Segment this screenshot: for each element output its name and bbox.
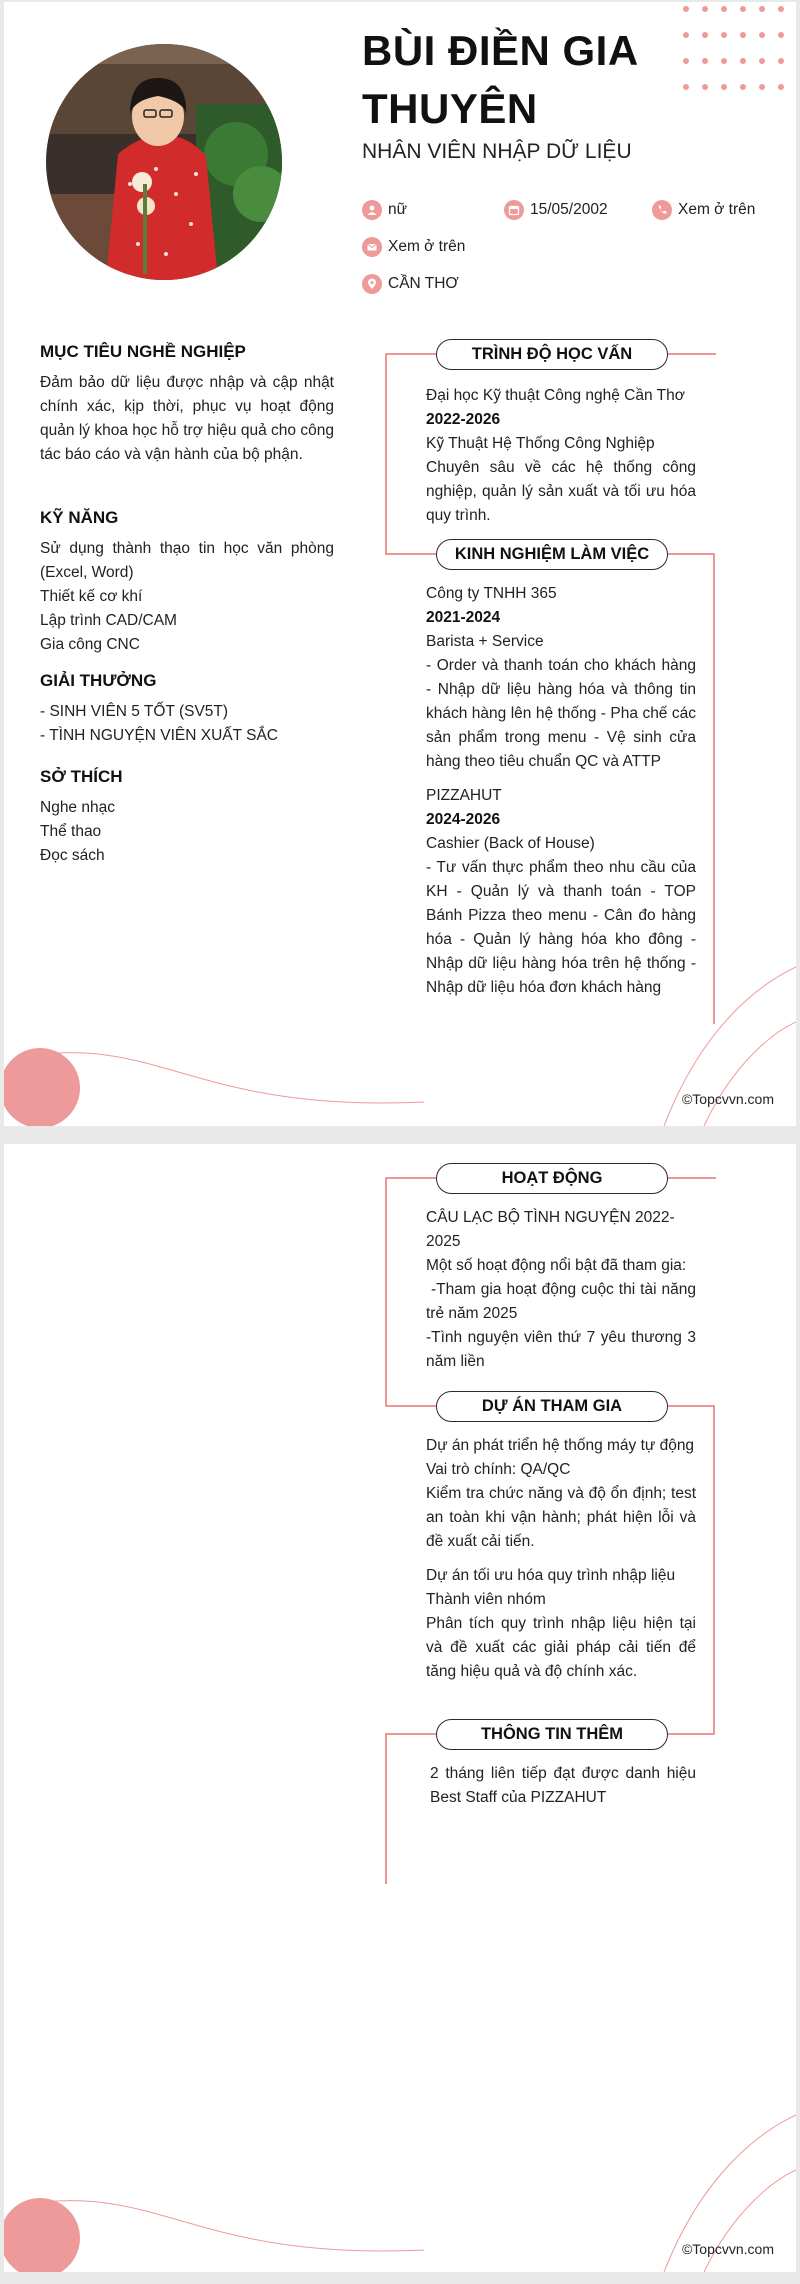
contact-email [362,237,465,257]
gender-value: nữ [388,201,407,218]
contact-birthday [504,200,608,220]
user-icon [362,200,382,220]
project-name: Dự án phát triển hệ thống máy tự động [426,1437,695,1454]
projects-section [426,1434,696,1684]
job-company: Công ty TNHH 365 [426,585,557,602]
birthday-value: 15/05/2002 [530,201,608,218]
job-description: - Tư vấn thực phẩm theo nhu cầu của KH - Quản lý và thanh toán - TOP Bánh Pizza theo menu - Cân đo hàng hóa - Quản lý hàng hóa kho đông - Nhập dữ liệu hàng hóa trên hệ thống - Nhập dữ liệu hóa đơn khách hàng [426,859,696,996]
candidate-name: BÙI ĐIỀN GIA THUYÊN [362,27,638,132]
hobby-item: Thể thao [40,823,102,840]
email-icon [362,237,382,257]
cv-page-2 [4,1144,796,2272]
hobbies-section [40,767,334,868]
experience-section [426,582,696,1000]
more-info-text: 2 tháng liên tiếp đạt được danh hiệu Best Staff của PIZZAHUT [430,1765,696,1806]
awards-title: GIẢI THƯỞNG [40,671,157,690]
job-period: 2021-2024 [426,609,501,626]
objective-title: MỤC TIÊU NGHỀ NGHIỆP [40,342,246,361]
project-role: Thành viên nhóm [426,1591,546,1608]
job-title: NHÂN VIÊN NHẬP DỮ LIỆU [362,140,632,163]
skill-item: Gia công CNC [40,636,140,653]
more-info-title: THÔNG TIN THÊM [436,1719,668,1750]
corner-circle-decoration [4,1048,80,1126]
job-position: Cashier (Back of House) [426,835,595,852]
phone-icon [652,200,672,220]
experience-title: KINH NGHIỆM LÀM VIỆC [436,539,668,570]
phone-value: Xem ở trên [678,201,756,218]
job-description: - Order và thanh toán cho khách hàng - Nhập dữ liệu hàng hóa và thông tin khách hàng lên hệ thống - Pha chế các sản phẩm trong menu - Vệ sinh cửa hàng theo tiêu chuẩn QC và ATTP [426,657,696,770]
project-desc: Phân tích quy trình nhập liệu hiện tại và đề xuất các giải pháp cải tiến để tăng hiệu quả và độ chính xác. [426,1615,696,1680]
location-pin-icon [362,274,382,294]
job-company: PIZZAHUT [426,787,502,804]
education-major: Kỹ Thuật Hệ Thống Công Nghiệp [426,435,655,452]
education-title: TRÌNH ĐỘ HỌC VẤN [436,339,668,370]
activity-item: -Tình nguyện viên thứ 7 yêu thương 3 năm liền [426,1329,696,1370]
activities-title: HOẠT ĐỘNG [436,1163,668,1194]
education-school: Đại học Kỹ thuật Công nghệ Cần Thơ [426,387,685,404]
hobbies-title: SỞ THÍCH [40,767,123,786]
contact-gender [362,200,407,220]
hobby-item: Đọc sách [40,847,105,864]
objective-text: Đảm bảo dữ liệu được nhập và cập nhật chính xác, kịp thời, phục vụ hoạt động quản lý khoa học hỗ trợ hiệu quả cho công tác báo cáo và vận hành của bộ phận. [40,374,334,463]
activity-item: -Tham gia hoạt động cuộc thi tài năng trẻ năm 2025 [426,1281,701,1322]
project-desc: Kiểm tra chức năng và độ ổn định; test an toàn khi vận hành; phát hiện lỗi và đề xuất cải tiến. [426,1485,696,1550]
skills-section [40,508,334,657]
job-position: Barista + Service [426,633,544,650]
contact-phone [652,200,755,220]
calendar-icon [504,200,524,220]
project-name: Dự án tối ưu hóa quy trình nhập liệu [426,1567,676,1584]
skill-item: Lập trình CAD/CAM [40,612,177,629]
objective-section [40,342,334,467]
hobby-item: Nghe nhạc [40,799,115,816]
job-period: 2024-2026 [426,811,501,828]
avatar [46,44,282,280]
award-item: - SINH VIÊN 5 TỐT (SV5T) [40,703,229,720]
more-info-section [430,1762,696,1810]
award-item: - TÌNH NGUYỆN VIÊN XUẤT SẮC [40,727,278,744]
footer-credit: ©Topcvvn.com [681,2241,774,2257]
skill-item: Thiết kế cơ khí [40,588,143,605]
skill-item: Sử dụng thành thạo tin học văn phòng (Excel, Word) [40,540,334,581]
email-value: Xem ở trên [388,238,466,255]
cv-page-1 [4,2,796,1126]
projects-title: DỰ ÁN THAM GIA [436,1391,668,1422]
activities-section [426,1206,701,1374]
activity-intro: Một số hoạt động nổi bật đã tham gia: [426,1257,687,1274]
contact-location [362,274,459,294]
education-desc: Chuyên sâu về các hệ thống công nghiệp, quản lý sản xuất và tối ưu hóa quy trình. [426,459,696,524]
project-role: Vai trò chính: QA/QC [426,1461,571,1478]
education-period: 2022-2026 [426,411,501,428]
footer-credit: ©Topcvvn.com [681,1091,774,1107]
location-value: CẦN THƠ [388,275,459,292]
skills-title: KỸ NĂNG [40,508,119,527]
education-section [426,384,696,528]
corner-circle-decoration [4,2198,80,2272]
activity-org: CÂU LẠC BỘ TÌNH NGUYỆN 2022-2025 [426,1209,675,1250]
awards-section [40,671,334,748]
